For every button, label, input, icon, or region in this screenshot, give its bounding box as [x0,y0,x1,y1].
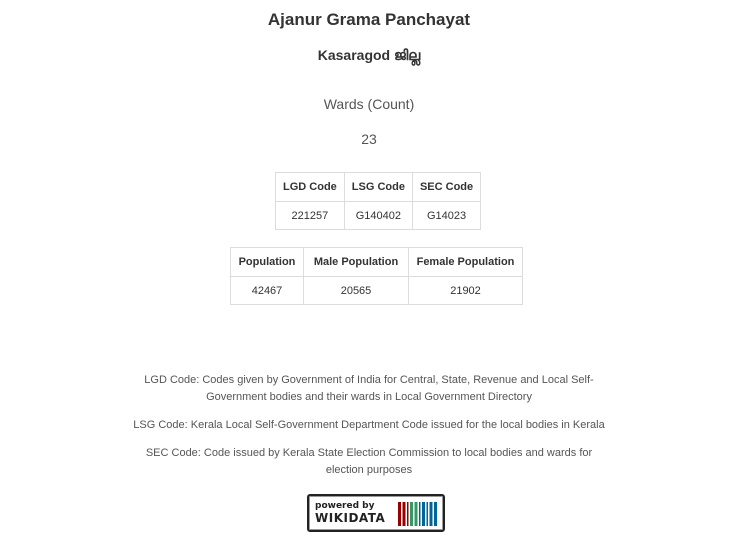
lgd-code-value: 221257 [276,202,345,230]
page-title: Ajanur Grama Panchayat [267,10,471,29]
badge-powered-by-text: powered by [315,501,375,511]
table-row [276,202,481,230]
lsg-code-value: G140402 [344,202,412,230]
population-table [230,247,523,305]
badge-wikidata-text: WIKIDATA [315,511,386,525]
wikidata-barcode-icon [398,502,438,526]
male-population-header: Male Population [304,248,409,277]
codes-table [275,172,481,230]
wards-count-value: 23 [361,131,377,147]
lgd-code-header: LGD Code [276,173,345,202]
sec-code-header: SEC Code [412,173,480,202]
wards-count-label: Wards (Count) [323,96,415,112]
sec-code-note: SEC Code: Code issued by Kerala State Election Commission to local bodies and wards for election purposes [145,447,593,476]
female-population-header: Female Population [409,248,523,277]
badge-text [315,501,385,525]
lsg-code-note: LSG Code: Kerala Local Self-Government Department Code issued for the local bodies in Kerala [133,419,605,431]
table-header-row [231,248,523,277]
female-population-value: 21902 [409,277,523,305]
population-value: 42467 [231,277,304,305]
table-header-row [276,173,481,202]
lgd-code-note: LGD Code: Codes given by Government of India for Central, State, Revenue and Local Self-Government bodies and their wards in Local Government Directory [144,374,594,403]
table-row [231,277,523,305]
powered-by-wikidata-badge[interactable] [307,494,445,532]
sec-code-value: G14023 [412,202,480,230]
district-subtitle: Kasaragod ജില്ല [317,47,421,63]
lsg-code-header: LSG Code [344,173,412,202]
male-population-value: 20565 [304,277,409,305]
population-header: Population [231,248,304,277]
